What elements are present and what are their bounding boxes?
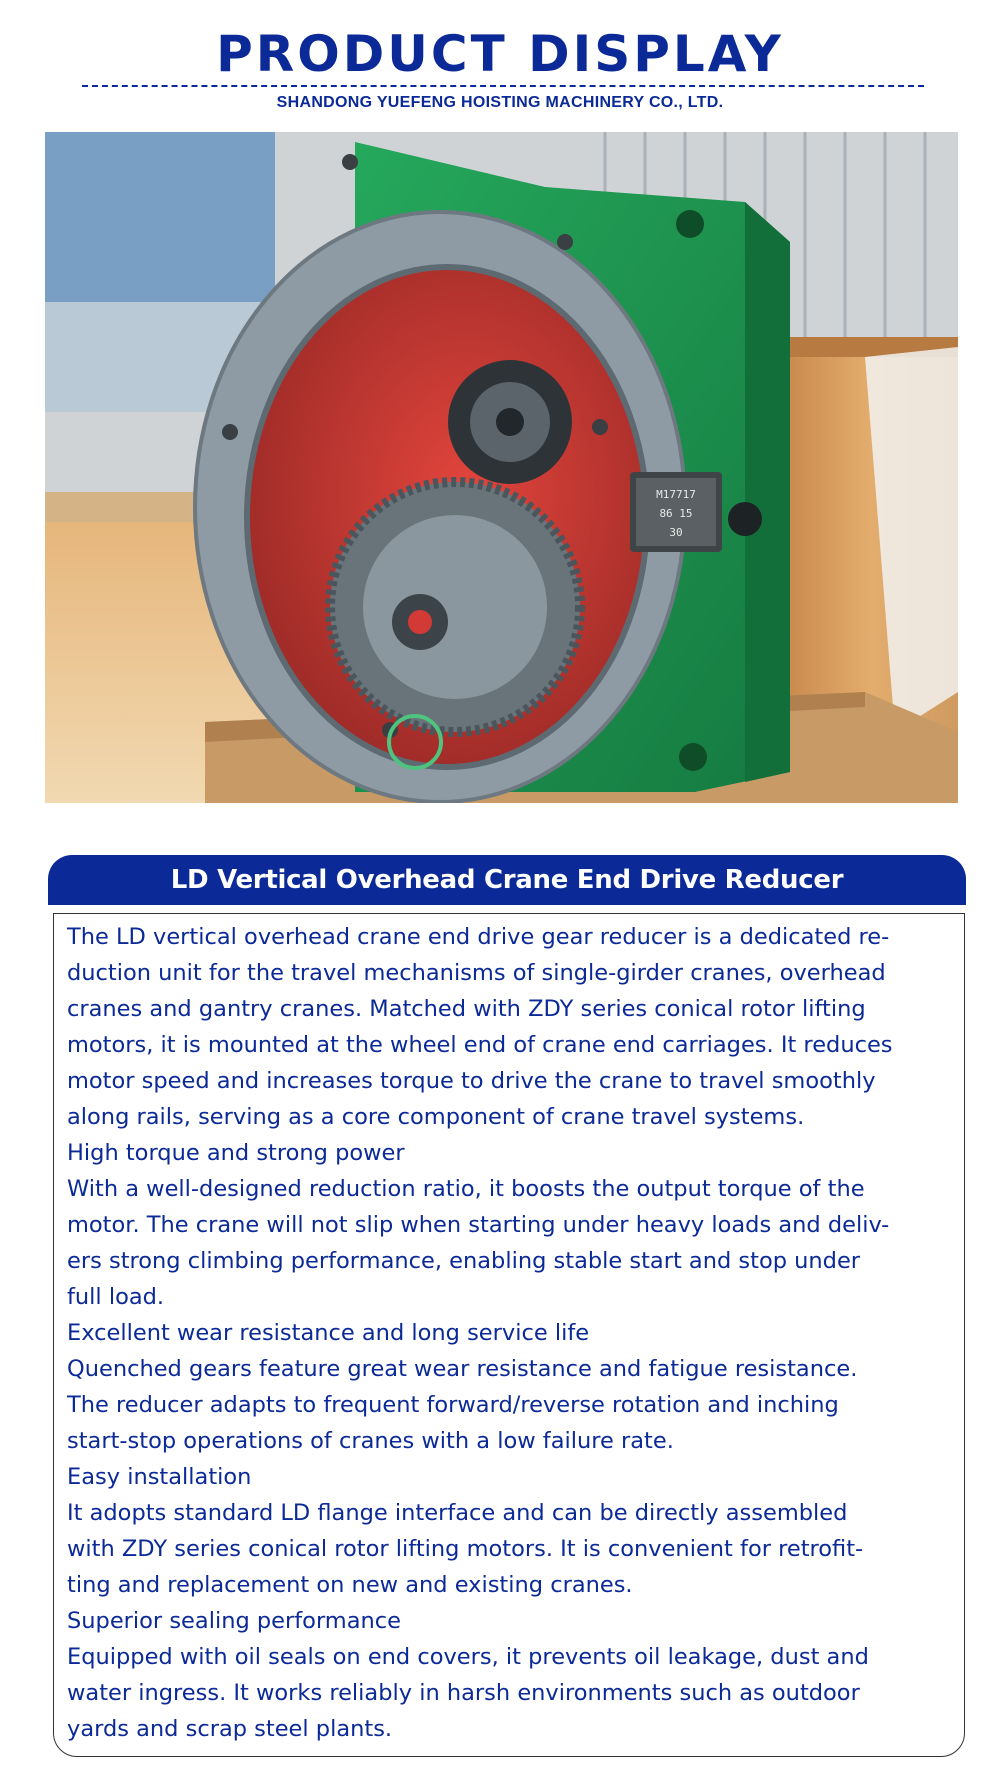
description-line: ting and replacement on new and existing cranes.	[67, 1572, 633, 1598]
description-line: Quenched gears feature great wear resistance and fatigue resistance.	[67, 1356, 858, 1382]
description-line: along rails, serving as a core component of crane travel systems.	[67, 1104, 805, 1130]
feature-heading: Excellent wear resistance and long service life	[67, 1320, 590, 1346]
product-description	[53, 913, 965, 1757]
description-line: ers strong climbing performance, enabling stable start and stop under	[67, 1248, 861, 1274]
description-line: cranes and gantry cranes. Matched with ZDY series conical rotor lifting	[67, 996, 866, 1022]
nameplate-line-3: 30	[669, 526, 683, 539]
description-line: duction unit for the travel mechanisms of single-girder cranes, overhead	[67, 960, 886, 986]
description-line: With a well-designed reduction ratio, it boosts the output torque of the	[67, 1176, 865, 1202]
description-line: yards and scrap steel plants.	[67, 1716, 393, 1742]
feature-heading: Superior sealing performance	[67, 1608, 401, 1634]
description-line: with ZDY series conical rotor lifting motors. It is convenient for retrofit-	[67, 1536, 864, 1562]
description-line: The LD vertical overhead crane end drive gear reducer is a dedicated re-	[67, 924, 890, 950]
description-line: motor speed and increases torque to drive the crane to travel smoothly	[67, 1068, 876, 1094]
description-line: start-stop operations of cranes with a low failure rate.	[67, 1428, 674, 1454]
feature-heading: High torque and strong power	[67, 1140, 405, 1166]
company-name: SHANDONG YUEFENG HOISTING MACHINERY CO., LTD.	[276, 94, 724, 111]
title-divider	[82, 85, 924, 87]
description-line: full load.	[67, 1284, 165, 1310]
description-line: Equipped with oil seals on end covers, it prevents oil leakage, dust and	[67, 1644, 869, 1670]
description-line: motors, it is mounted at the wheel end of crane end carriages. It reduces	[67, 1032, 893, 1058]
product-heading: LD Vertical Overhead Crane End Drive Reducer	[48, 855, 966, 905]
nameplate-line-1: M17717	[656, 488, 696, 501]
description-line: It adopts standard LD flange interface and can be directly assembled	[67, 1500, 848, 1526]
nameplate-line-2: 86 15	[659, 507, 693, 520]
page-title: PRODUCT DISPLAY	[216, 25, 784, 83]
description-line: water ingress. It works reliably in harsh environments such as outdoor	[67, 1680, 860, 1706]
description-line: The reducer adapts to frequent forward/reverse rotation and inching	[67, 1392, 839, 1418]
description-line: motor. The crane will not slip when starting under heavy loads and deliv-	[67, 1212, 890, 1238]
feature-heading: Easy installation	[67, 1464, 252, 1490]
product-photo	[45, 132, 958, 803]
